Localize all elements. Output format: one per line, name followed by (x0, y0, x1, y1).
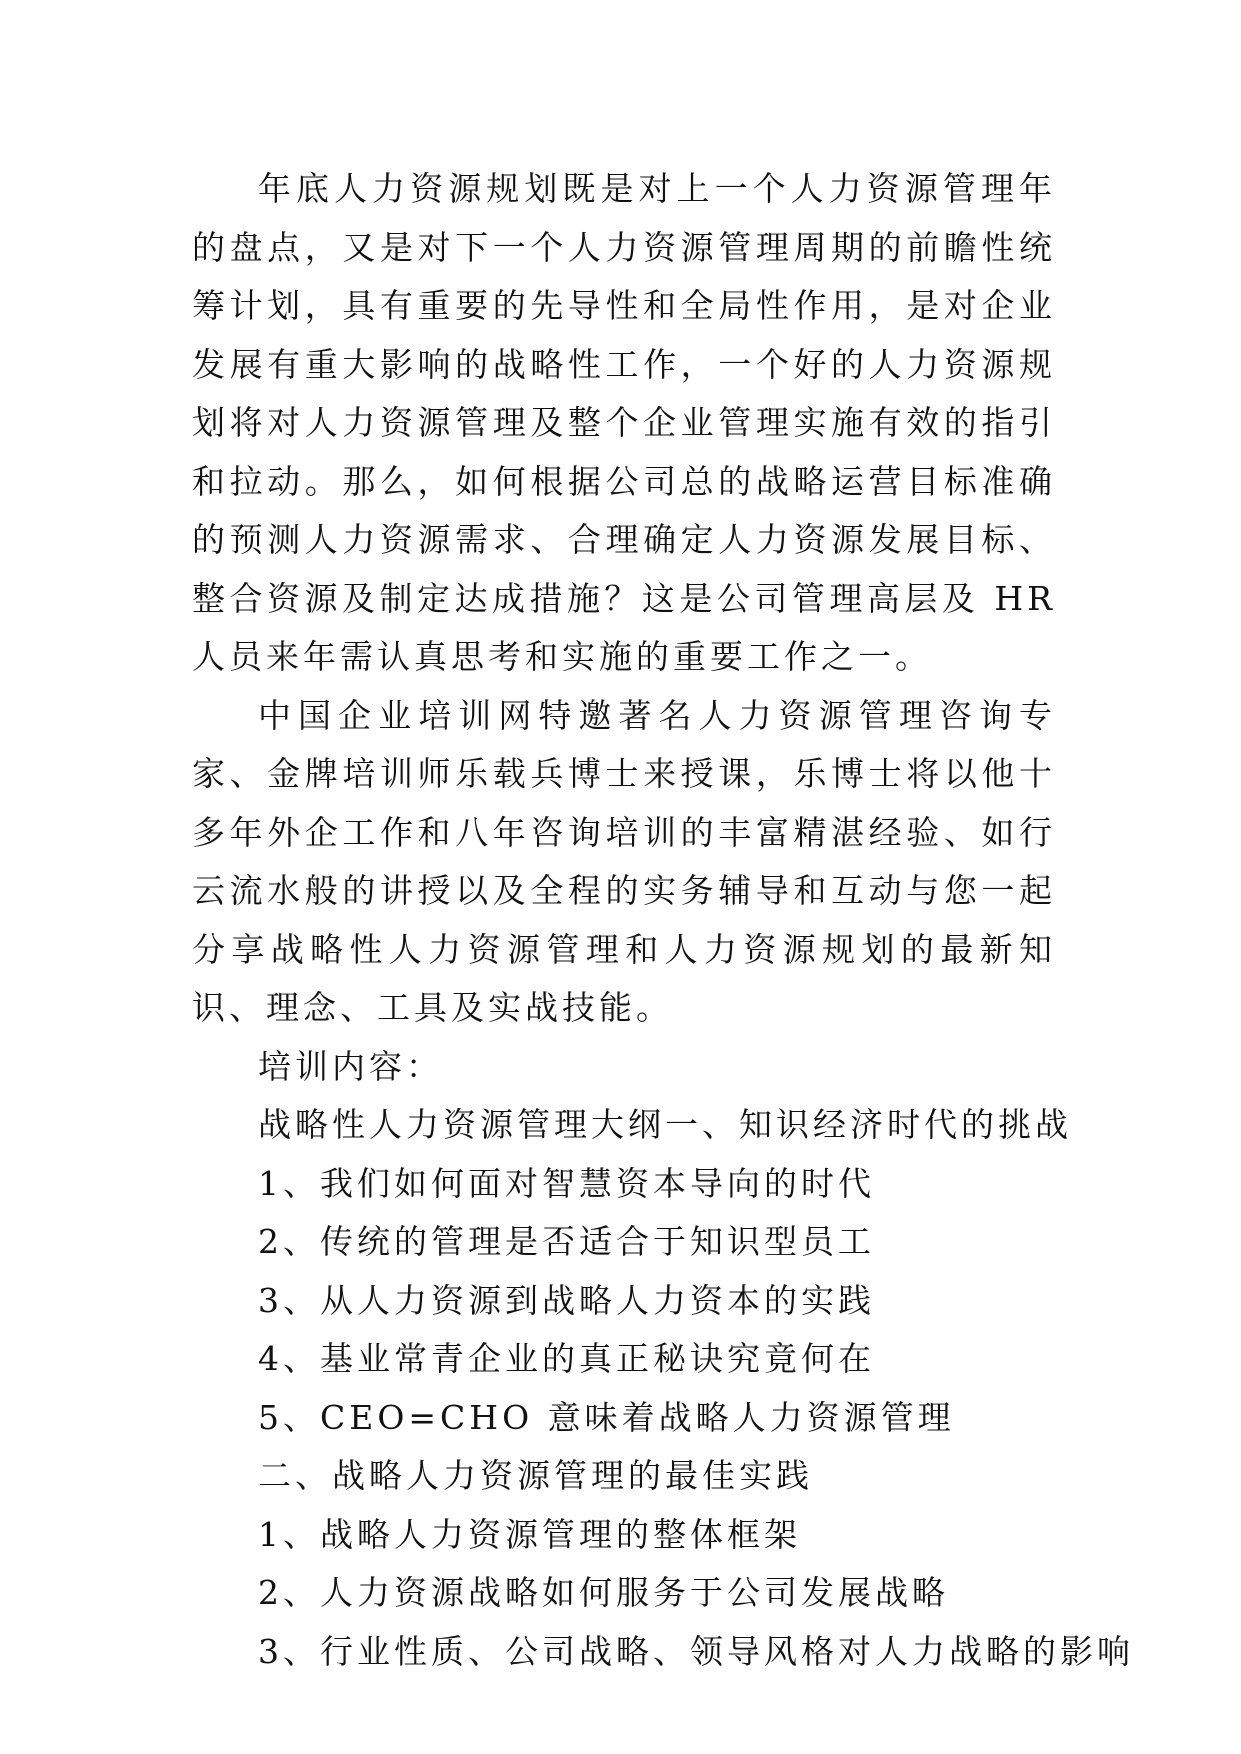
list-item: 5、CEO=CHO 意味着战略人力资源管理 (258, 1397, 955, 1437)
list-item: 2、传统的管理是否适合于知识型员工 (258, 1222, 875, 1261)
list-item: 1、我们如何面对智慧资本导向的时代 (258, 1163, 875, 1203)
list-item: 4、基业常青企业的真正秘诀究竟何在 (258, 1339, 875, 1378)
trainer-paragraph: 中国企业培训网特邀著名人力资源管理咨询专家、金牌培训师乐载兵博士来授课，乐博士将以他十多年外企工作和八年咨询培训的丰富精湛经验、如行云流水般的讲授以及全程的实务辅导和互动与您一起分享战略性人力资源管理和人力资源规划的最新知识、理念、工具及实战技能。 (192, 695, 1056, 1027)
list-item: 2、人力资源战略如何服务于公司发展战略 (258, 1573, 949, 1612)
section-label: 培训内容： (258, 1046, 443, 1086)
list-item: 1、战略人力资源管理的整体框架 (258, 1514, 801, 1554)
list-item: 3、行业性质、公司战略、领导风格对人力战略的影响 (258, 1631, 1134, 1671)
list-item: 3、从人力资源到战略人力资本的实践 (258, 1280, 875, 1320)
intro-paragraph: 年底人力资源规划既是对上一个人力资源管理年的盘点，又是对下一个人力资源管理周期的前瞻性统筹计划，具有重要的先导性和全局性作用，是对企业发展有重大影响的战略性工作，一个好的人力资源规划将对人力资源管理及整个企业管理实施有效的指引和拉动。那么，如何根据公司总的战略运营目标准确的预测人力资源需求、合理确定人力资源发展目标、整合资源及制定达成措施？这是公司管理高层及 HR 人员来年需认真思考和实施的重要工作之一。 (192, 169, 1056, 676)
document-page (192, 160, 1134, 1681)
section-heading: 二、战略人力资源管理的最佳实践 (258, 1456, 813, 1495)
outline-title: 战略性人力资源管理大纲一、知识经济时代的挑战 (258, 1105, 1072, 1144)
